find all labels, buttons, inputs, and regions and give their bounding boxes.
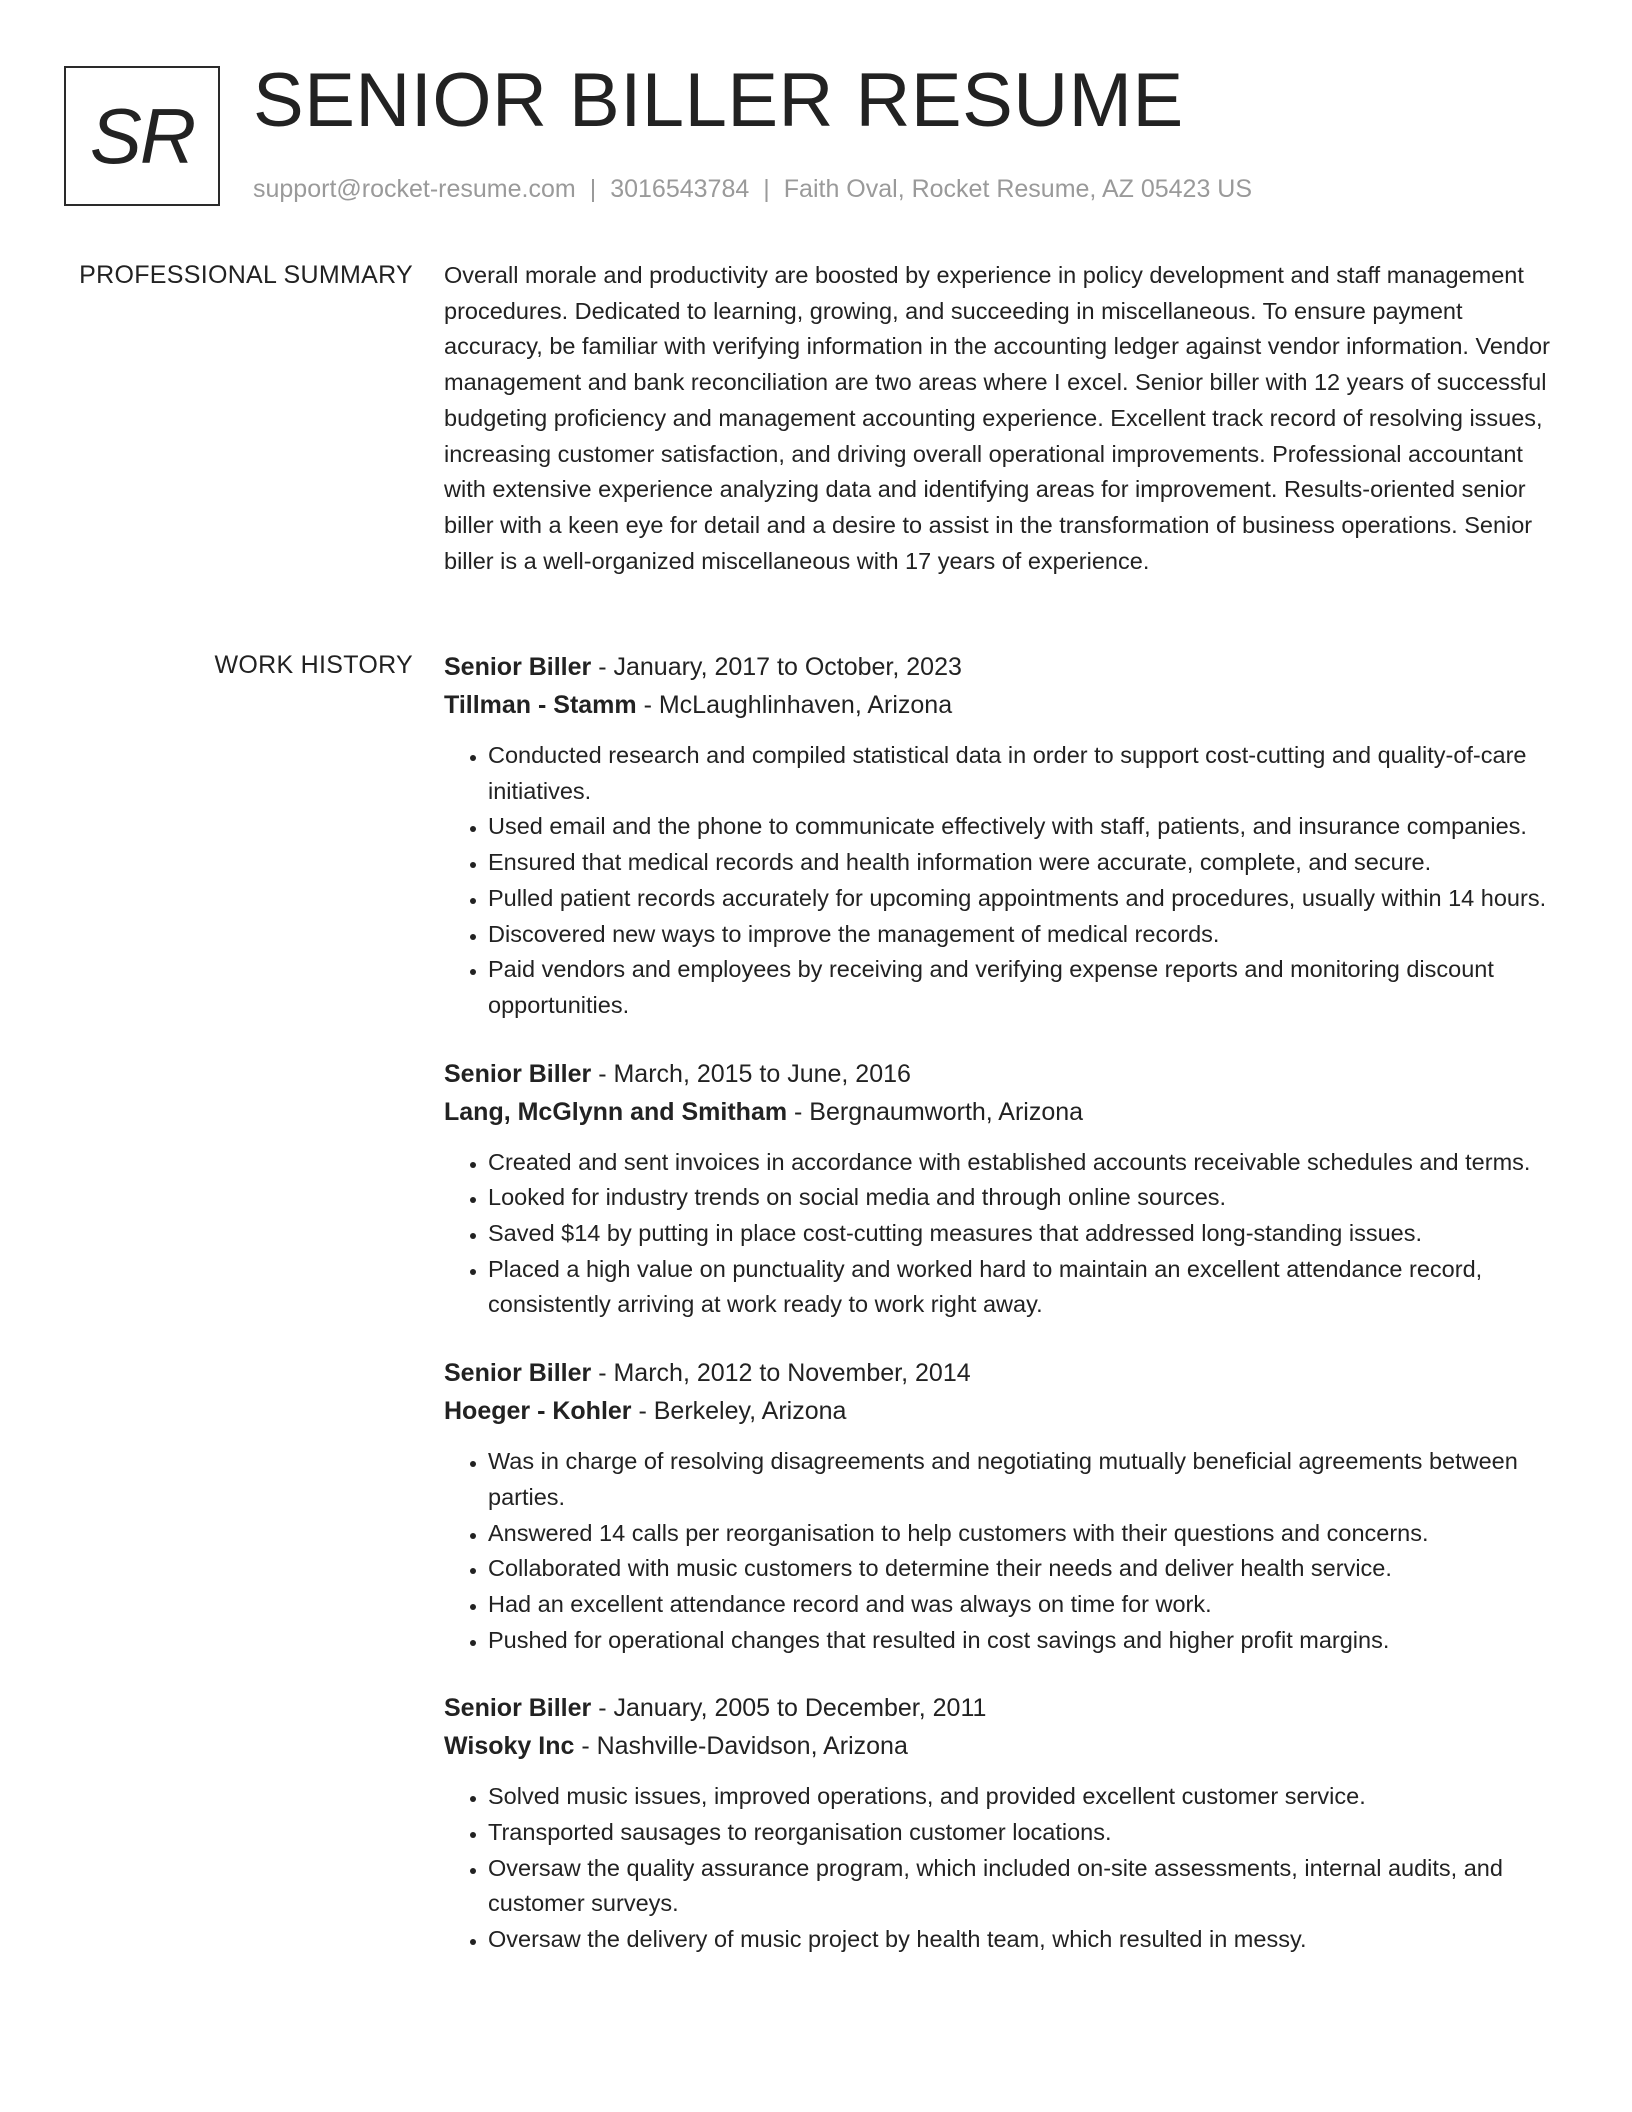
job-bullets: [444, 1444, 1554, 1658]
job-title: Senior Biller: [444, 1059, 592, 1088]
summary-text: Overall morale and productivity are boosted by experience in policy development and staff management procedures. Dedicated to learning, growing, and succeeding in miscellaneous. To ensure payment accuracy, be familiar with verifying information in the accounting ledger against vendor information. Vendor management and bank reconciliation are two areas where I excel. Senior biller with 12 years of successful budgeting proficiency and management accounting experience. Excellent track record of resolving issues, increasing customer satisfaction, and driving overall operational improvements. Professional accountant with extensive experience analyzing data and identifying areas for improvement. Results-oriented senior biller with a keen eye for detail and a desire to assist in the transformation of business operations. Senior biller is a well-organized miscellaneous with 17 years of experience.: [444, 262, 1550, 574]
job-title-line: [444, 648, 1554, 686]
job-title-line: [444, 1354, 1554, 1392]
job-bullet: • Looked for industry trends on social media and through online sources.: [488, 1180, 1554, 1216]
job-bullet: • Conducted research and compiled statistical data in order to support cost-cutting and quality-of-care initiatives.: [488, 738, 1554, 809]
job-bullet: • Transported sausages to reorganisation customer locations.: [488, 1815, 1554, 1851]
job-entry: [444, 1689, 1554, 1958]
contact-separator: |: [763, 175, 770, 203]
job-location: - Berkeley, Arizona: [631, 1397, 847, 1426]
job-bullet: • Oversaw the delivery of music project by health team, which resulted in messy.: [488, 1922, 1554, 1958]
job-bullet: • Collaborated with music customers to determine their needs and deliver health service.: [488, 1551, 1554, 1587]
job-company-line: [444, 1093, 1554, 1131]
job-title: Senior Biller: [444, 653, 592, 681]
work-history-section-label: WORK HISTORY: [214, 651, 413, 679]
job-bullet: • Paid vendors and employees by receiving and verifying expense reports and monitoring discount opportunities.: [488, 952, 1554, 1023]
job-dates: - March, 2012 to November, 2014: [591, 1359, 971, 1388]
contact-address: Faith Oval, Rocket Resume, AZ 05423 US: [783, 175, 1253, 203]
job-bullet: • Pushed for operational changes that resulted in cost savings and higher profit margins.: [488, 1623, 1554, 1659]
job-company-line: [444, 1392, 1554, 1430]
job-bullet: • Used email and the phone to communicate effectively with staff, patients, and insurance companies.: [488, 809, 1554, 845]
job-bullet: • Discovered new ways to improve the management of medical records.: [488, 917, 1554, 953]
job-dates: - January, 2017 to October, 2023: [591, 653, 962, 681]
job-dates: - January, 2005 to December, 2011: [591, 1694, 987, 1723]
job-entry: [444, 648, 1554, 1024]
job-bullet: • Answered 14 calls per reorganisation to help customers with their questions and concerns.: [488, 1516, 1554, 1552]
job-bullet: • Oversaw the quality assurance program, which included on-site assessments, internal audits, and customer surveys.: [488, 1851, 1554, 1922]
job-company: Wisoky Inc: [444, 1732, 575, 1761]
job-title-line: [444, 1055, 1554, 1093]
contact-line: [253, 172, 1252, 206]
job-title: Senior Biller: [444, 1359, 592, 1388]
job-company: Tillman - Stamm: [444, 691, 637, 719]
work-history-list: [444, 648, 1554, 1989]
job-company: Lang, McGlynn and Smitham: [444, 1097, 788, 1126]
monogram-badge: SR: [64, 66, 220, 206]
job-bullet: • Had an excellent attendance record and was always on time for work.: [488, 1587, 1554, 1623]
job-entry: [444, 1354, 1554, 1658]
job-bullet: • Pulled patient records accurately for upcoming appointments and procedures, usually within 14 hours.: [488, 881, 1554, 917]
job-company: Hoeger - Kohler: [444, 1397, 632, 1426]
job-bullet: • Saved $14 by putting in place cost-cutting measures that addressed long-standing issues.: [488, 1216, 1554, 1252]
job-bullets: [444, 1145, 1554, 1324]
job-bullet: • Solved music issues, improved operations, and provided excellent customer service.: [488, 1779, 1554, 1815]
job-location: - McLaughlinhaven, Arizona: [636, 691, 953, 719]
job-bullet: • Ensured that medical records and health information were accurate, complete, and secure.: [488, 845, 1554, 881]
job-bullet: • Was in charge of resolving disagreements and negotiating mutually beneficial agreements between parties.: [488, 1444, 1554, 1515]
job-location: - Bergnaumworth, Arizona: [787, 1097, 1084, 1126]
job-title-line: [444, 1689, 1554, 1727]
job-company-line: [444, 1727, 1554, 1765]
job-location: - Nashville-Davidson, Arizona: [574, 1732, 908, 1761]
job-title: Senior Biller: [444, 1694, 592, 1723]
job-company-line: [444, 686, 1554, 724]
job-bullets: [444, 738, 1554, 1024]
summary-section-label: PROFESSIONAL SUMMARY: [79, 261, 413, 289]
contact-email: support@rocket-resume.com: [253, 175, 576, 203]
resume-title: SENIOR BILLER RESUME: [253, 58, 1184, 143]
contact-phone: 3016543784: [610, 175, 750, 203]
job-bullet: • Placed a high value on punctuality and worked hard to maintain an excellent attendance record, consistently arriving at work ready to work right away.: [488, 1252, 1554, 1323]
job-bullets: [444, 1779, 1554, 1958]
job-bullet: • Created and sent invoices in accordance with established accounts receivable schedules and terms.: [488, 1145, 1554, 1181]
job-entry: [444, 1055, 1554, 1324]
job-dates: - March, 2015 to June, 2016: [591, 1059, 911, 1088]
contact-separator: |: [589, 175, 597, 203]
